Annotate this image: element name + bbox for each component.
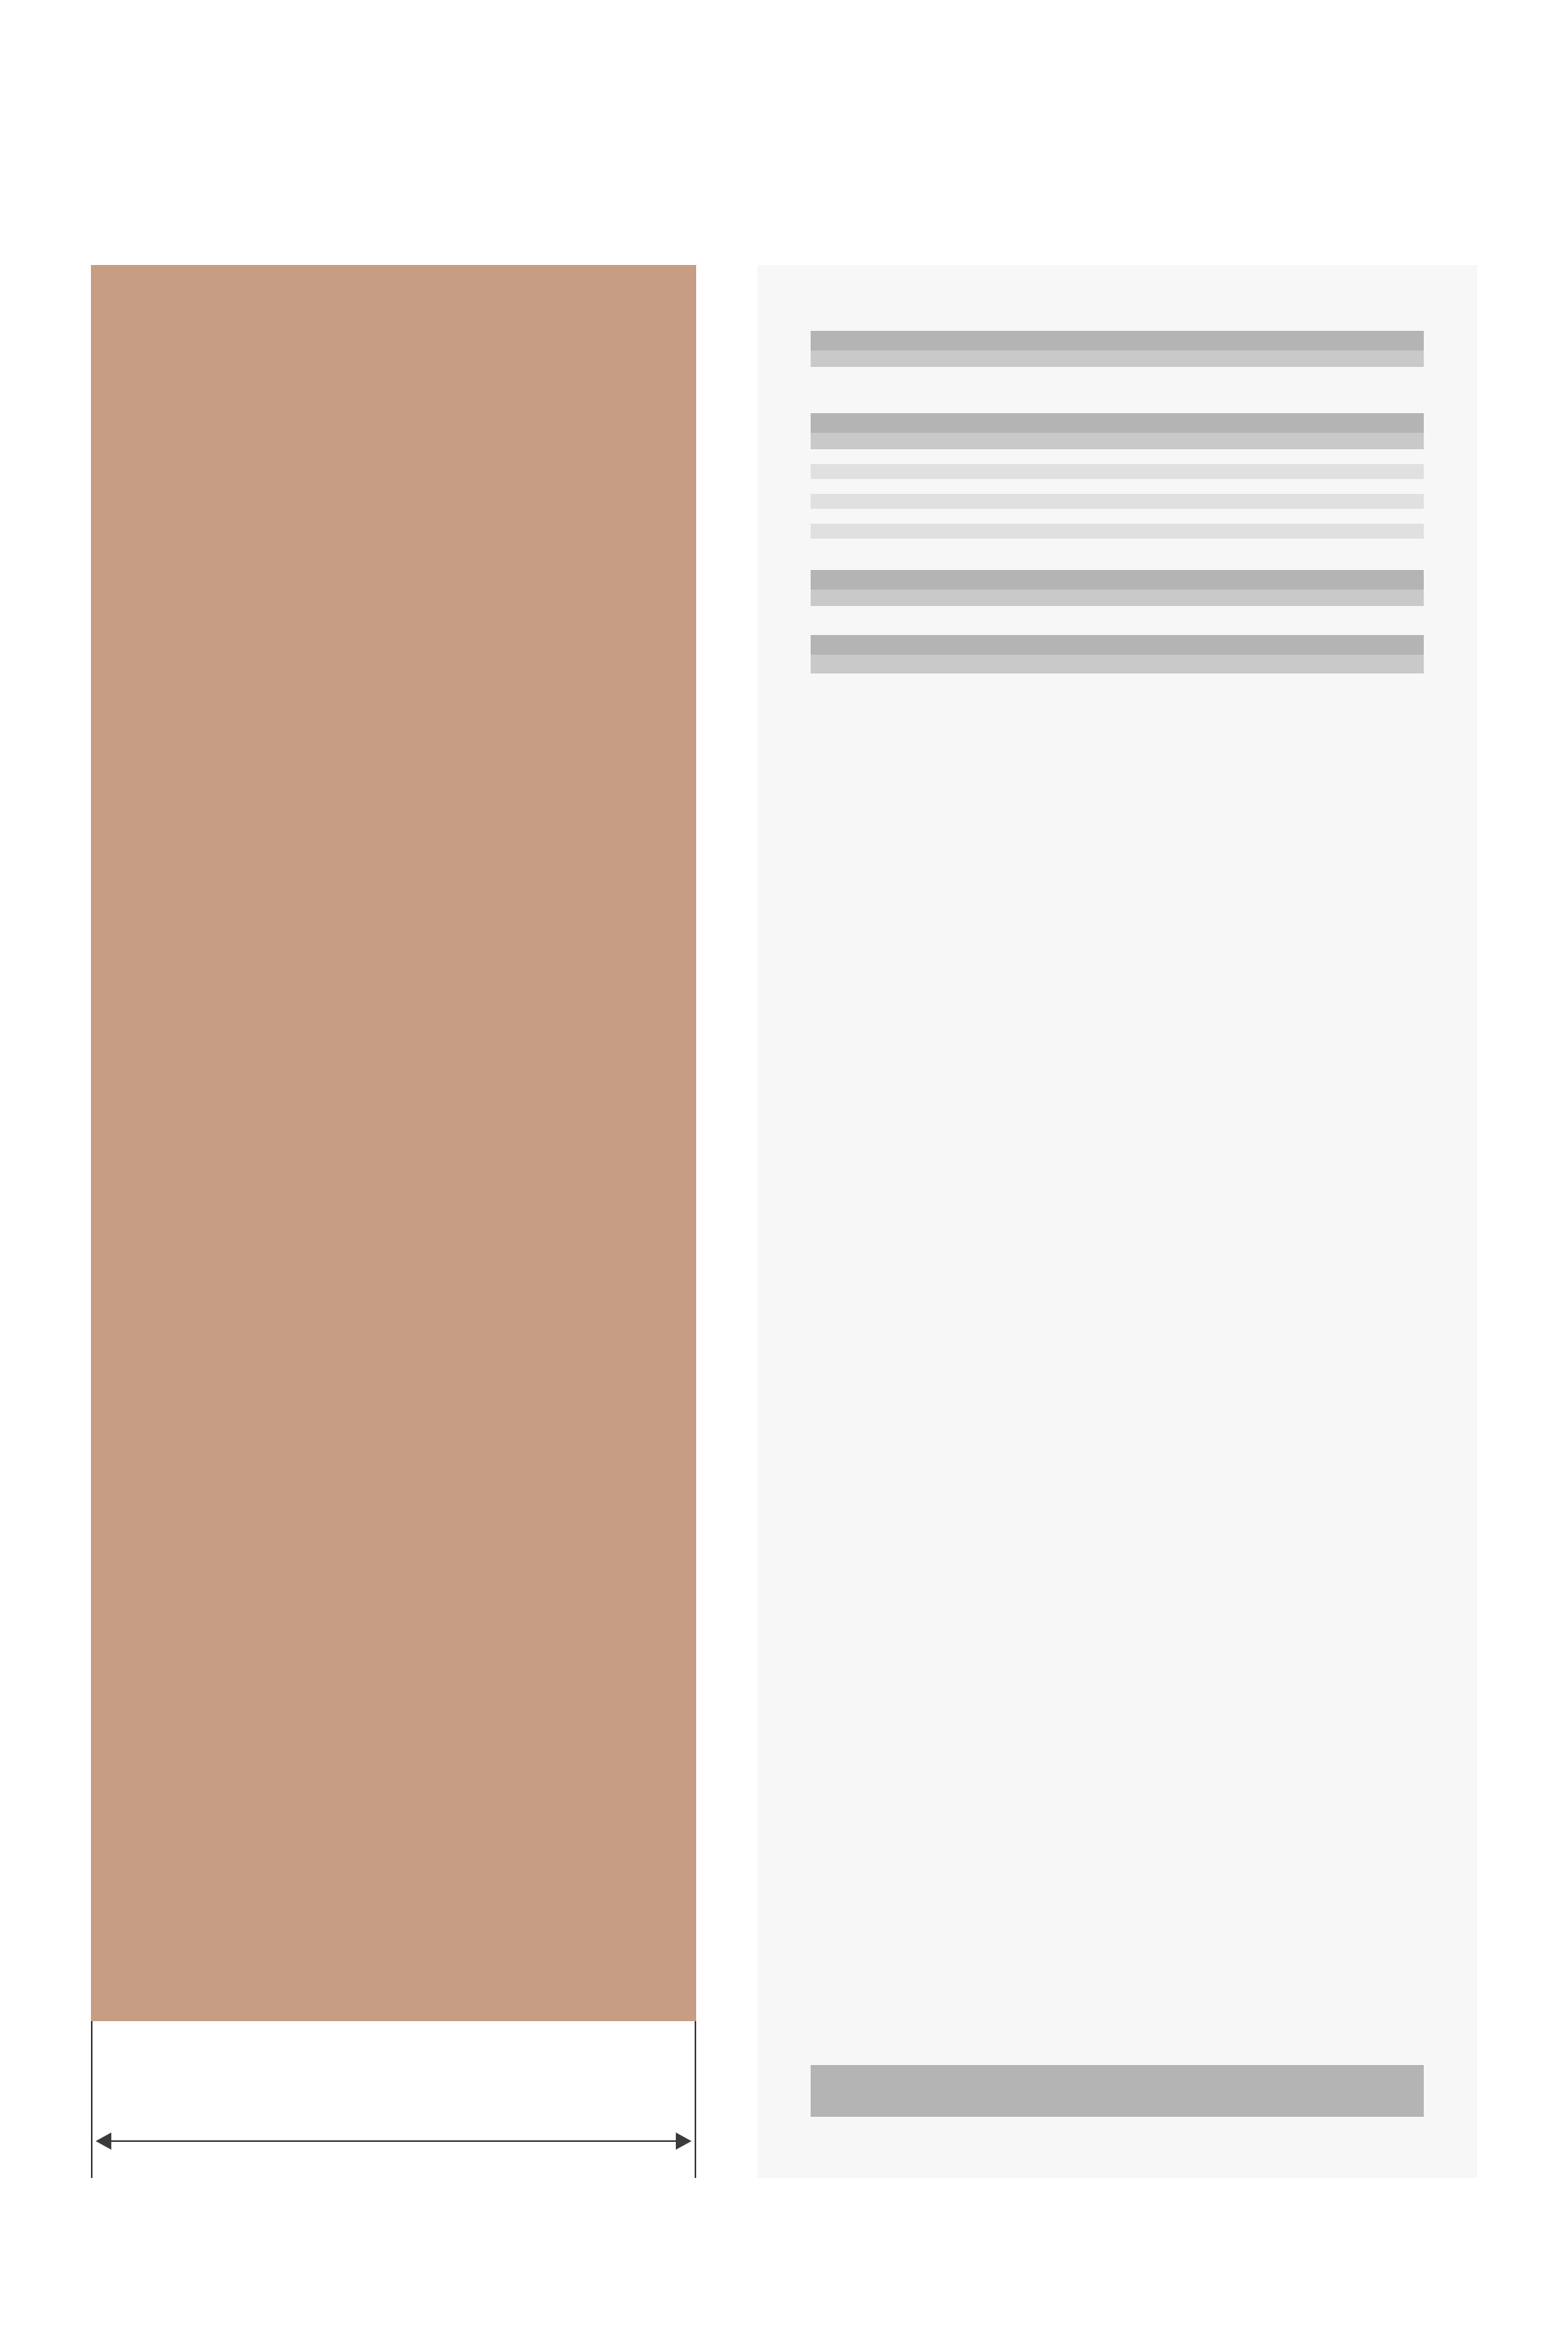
dimension-tables <box>757 331 1477 673</box>
table-row <box>811 606 1424 621</box>
cell-inches <box>811 479 995 494</box>
table-row <box>811 494 1424 509</box>
wallpaper-swatch <box>91 265 696 2021</box>
column-header-centimeters <box>1130 433 1424 449</box>
sample-callout <box>811 2065 1424 2117</box>
column-header-inches <box>811 350 995 367</box>
cell-centimeters <box>1130 449 1424 464</box>
column-header-feet <box>995 590 1130 606</box>
table-row <box>811 509 1424 524</box>
table-header-row <box>811 350 1424 367</box>
arrow-right-icon <box>676 2132 691 2150</box>
cell-centimeters <box>1130 494 1424 509</box>
cell-centimeters <box>1130 509 1424 524</box>
document-header <box>0 0 1568 38</box>
cell-centimeters <box>1130 524 1424 539</box>
panel-width-table <box>811 331 1424 382</box>
cell-inches <box>811 524 995 539</box>
table-row <box>811 479 1424 494</box>
cell-inches <box>811 509 995 524</box>
cell-feet <box>995 464 1130 479</box>
table-row <box>811 524 1424 539</box>
table-spacer <box>811 621 1424 635</box>
dimensions-panel <box>757 265 1477 2178</box>
wallpaper-preview <box>91 265 696 2021</box>
match-value <box>811 655 1424 673</box>
horizontal-repeat-heading <box>811 570 1424 590</box>
table-spacer <box>811 382 1424 413</box>
column-header-feet <box>995 433 1130 449</box>
cell-inches <box>811 606 995 621</box>
match-table <box>811 635 1424 673</box>
cell-feet <box>995 509 1130 524</box>
table-row <box>811 367 1424 382</box>
match-heading <box>811 635 1424 655</box>
cell-centimeters <box>1130 367 1424 382</box>
horizontal-repeat-table <box>811 570 1424 621</box>
cell-inches <box>811 449 995 464</box>
cell-feet <box>995 524 1130 539</box>
document-body <box>0 265 1568 2225</box>
cell-feet <box>995 494 1130 509</box>
table-row <box>811 449 1424 464</box>
panel-height-table <box>811 413 1424 539</box>
measurement-line <box>100 2140 687 2142</box>
cell-feet <box>995 606 1130 621</box>
column-header-inches <box>811 433 995 449</box>
cell-inches <box>811 464 995 479</box>
table-header-row <box>811 433 1424 449</box>
column-header-centimeters <box>1130 590 1424 606</box>
cell-centimeters <box>1130 606 1424 621</box>
panel-height-heading <box>811 413 1424 433</box>
panel-heading <box>757 265 1477 301</box>
table-header-row <box>811 590 1424 606</box>
table-spacer <box>811 539 1424 570</box>
width-measurement <box>91 2021 696 2178</box>
table-row <box>811 464 1424 479</box>
column-header-centimeters <box>1130 350 1424 367</box>
cell-feet <box>995 479 1130 494</box>
cell-inches <box>811 367 995 382</box>
cell-inches <box>811 494 995 509</box>
panel-width-heading <box>811 331 1424 350</box>
column-header-feet <box>995 350 1130 367</box>
cell-feet <box>995 449 1130 464</box>
cell-centimeters <box>1130 479 1424 494</box>
column-header-inches <box>811 590 995 606</box>
arrow-left-icon <box>96 2132 111 2150</box>
cell-centimeters <box>1130 464 1424 479</box>
cell-feet <box>995 367 1130 382</box>
